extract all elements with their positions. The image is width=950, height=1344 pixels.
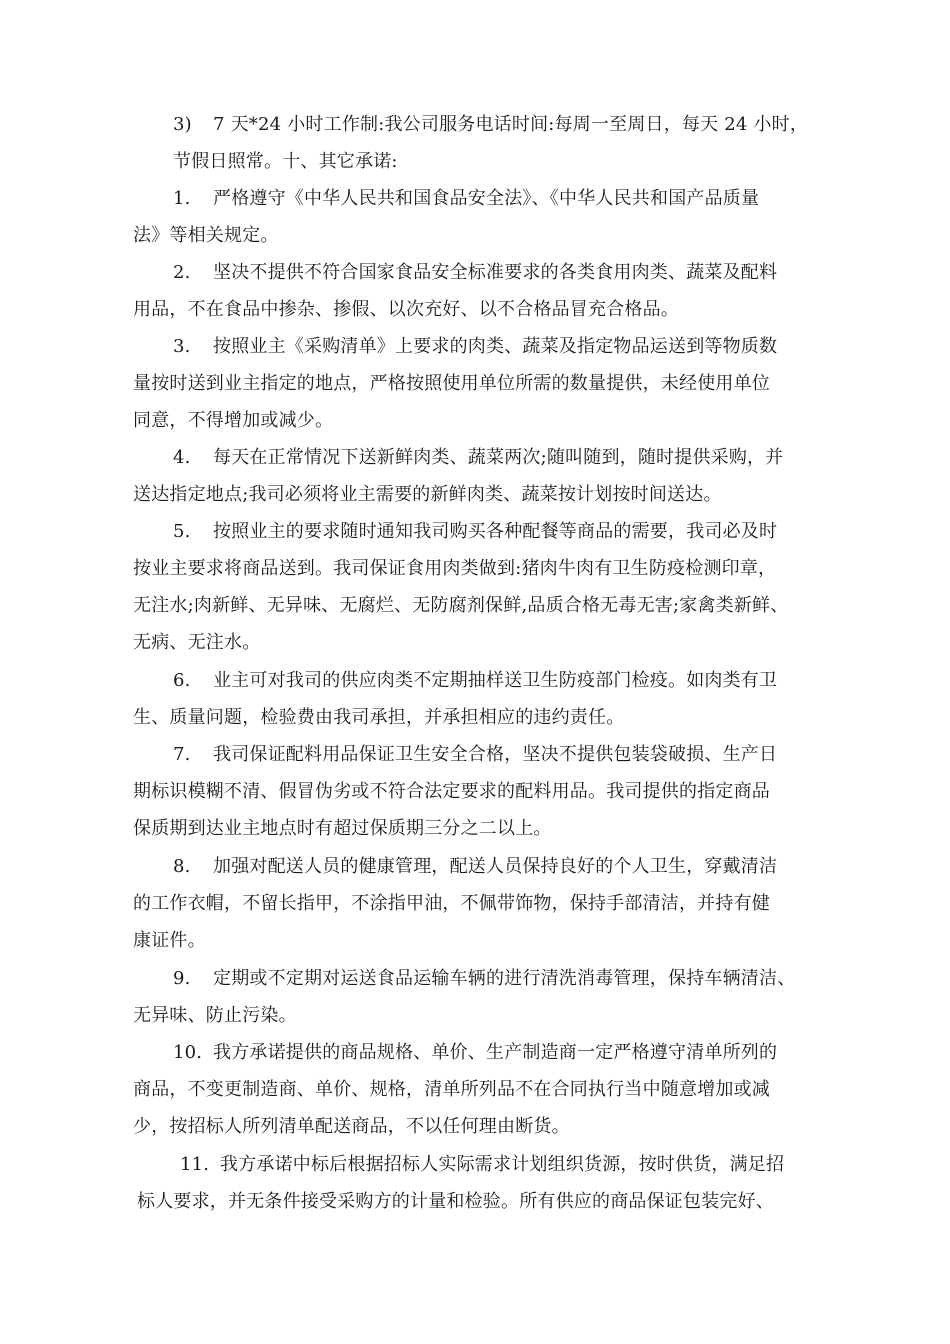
paragraph-line: 商品，不变更制造商、单价、规格，清单所列品不在合同执行当中随意增加或减 [133, 1079, 770, 1100]
paragraph-line [133, 662, 833, 699]
item-number: 3. [173, 336, 191, 357]
paragraph-line: 标人要求，并无条件接受采购方的计量和检验。所有供应的商品保证包装完好、 [137, 1191, 774, 1212]
line-text: 我方承诺中标后根据招标人实际需求计划组织货源，按时供货，满足招 [220, 1154, 785, 1175]
paragraph-item-11 [137, 1146, 837, 1220]
paragraph-line: 无注水;肉新鲜、无异味、无腐烂、无防腐剂保鲜,品质合格无毒无害;家禽类新鲜、 [133, 595, 789, 616]
paragraph-line [133, 960, 833, 997]
paragraph-item-10 [133, 1034, 833, 1145]
paragraph-line: 按业主要求将商品送到。我司保证食用肉类做到:猪肉牛肉有卫生防疫检测印章， [133, 558, 777, 579]
line-text: 按照业主的要求随时通知我司购买各种配餐等商品的需要，我司必及时 [213, 521, 778, 542]
paragraph-line [133, 848, 833, 885]
line-text: 定期或不定期对运送食品运输车辆的进行清洗消毒管理，保持车辆清洁、 [213, 968, 796, 989]
item-number: 11. [180, 1154, 210, 1175]
paragraph-line: 无病、无注水。 [133, 632, 261, 653]
paragraph-line: 康证件。 [133, 930, 206, 951]
paragraph-item-7 [133, 736, 833, 847]
line-text: 我司保证配料用品保证卫生安全合格，坚决不提供包装袋破损、生产日 [213, 744, 778, 765]
paragraph-item-5 [133, 513, 833, 661]
line-text: 业主可对我司的供应肉类不定期抽样送卫生防疫部门检疫。如肉类有卫 [213, 670, 778, 691]
paragraph-line: 用品，不在食品中掺杂、掺假、以次充好、以不合格品冒充合格品。 [133, 299, 679, 320]
paragraph-item-3 [133, 328, 833, 439]
paragraph-line: 的工作衣帽，不留长指甲，不涂指甲油，不佩带饰物，保持手部清洁，并持有健 [133, 893, 770, 914]
line-text: 每天在正常情况下送新鲜肉类、蔬菜两次;随叫随到，随时提供采购，并 [213, 447, 784, 468]
paragraph-line [133, 328, 833, 365]
item-number: 2. [173, 262, 191, 283]
paragraph-line [133, 736, 833, 773]
item-number: 5. [173, 521, 191, 542]
paragraph-line: 同意，不得增加或减少。 [133, 410, 334, 431]
item-number: 3) [173, 114, 192, 135]
paragraph-line: 节假日照常。十、其它承诺: [173, 151, 398, 172]
item-number: 10. [173, 1042, 203, 1063]
line-text: 7 天*24 小时工作制:我公司服务电话时间:每周一至周日，每天 24 小时， [213, 114, 809, 135]
paragraph-line: 少，按招标人所列清单配送商品，不以任何理由断货。 [133, 1116, 570, 1137]
paragraph-item-6 [133, 662, 833, 736]
paragraph-line [133, 254, 833, 291]
line-text: 加强对配送人员的健康管理，配送人员保持良好的个人卫生，穿戴清洁 [213, 856, 778, 877]
line-text: 严格遵守《中华人民共和国食品安全法》、《中华人民共和国产品质量 [213, 188, 760, 209]
item-number: 6. [173, 670, 191, 691]
item-number: 1. [173, 188, 191, 209]
line-text: 坚决不提供不符合国家食品安全标准要求的各类食用肉类、蔬菜及配料 [213, 262, 778, 283]
paragraph-item-4 [133, 439, 833, 513]
item-number: 8. [173, 856, 191, 877]
line-text: 按照业主《采购清单》上要求的肉类、蔬菜及指定物品运送到等物质数 [213, 336, 778, 357]
paragraph-item-9 [133, 960, 833, 1034]
paragraph-item-8 [133, 848, 833, 959]
item-number: 7. [173, 744, 191, 765]
paragraph-line: 法》等相关规定。 [133, 225, 279, 246]
paragraph-line [133, 439, 833, 476]
paragraph-line: 期标识模糊不清、假冒伪劣或不符合法定要求的配料用品。我司提供的指定商品 [133, 781, 770, 802]
paragraph-line [137, 1146, 837, 1183]
paragraph-line [133, 106, 833, 143]
paragraph-line: 保质期到达业主地点时有超过保质期三分之二以上。 [133, 818, 552, 839]
paragraph-line: 量按时送到业主指定的地点，严格按照使用单位所需的数量提供，未经使用单位 [133, 373, 770, 394]
paragraph-line [133, 1034, 833, 1071]
paragraph-service-hours [133, 106, 833, 180]
paragraph-line [133, 180, 833, 217]
paragraph-item-1 [133, 180, 833, 254]
line-text: 我方承诺提供的商品规格、单价、生产制造商一定严格遵守清单所列的 [213, 1042, 778, 1063]
item-number: 9. [173, 968, 191, 989]
paragraph-line: 生、质量问题，检验费由我司承担，并承担相应的违约责任。 [133, 707, 625, 728]
item-number: 4. [173, 447, 191, 468]
paragraph-item-2 [133, 254, 833, 328]
paragraph-line [133, 513, 833, 550]
paragraph-line: 送达指定地点;我司必须将业主需要的新鲜肉类、蔬菜按计划按时间送达。 [133, 484, 722, 505]
paragraph-line: 无异味、防止污染。 [133, 1005, 297, 1026]
